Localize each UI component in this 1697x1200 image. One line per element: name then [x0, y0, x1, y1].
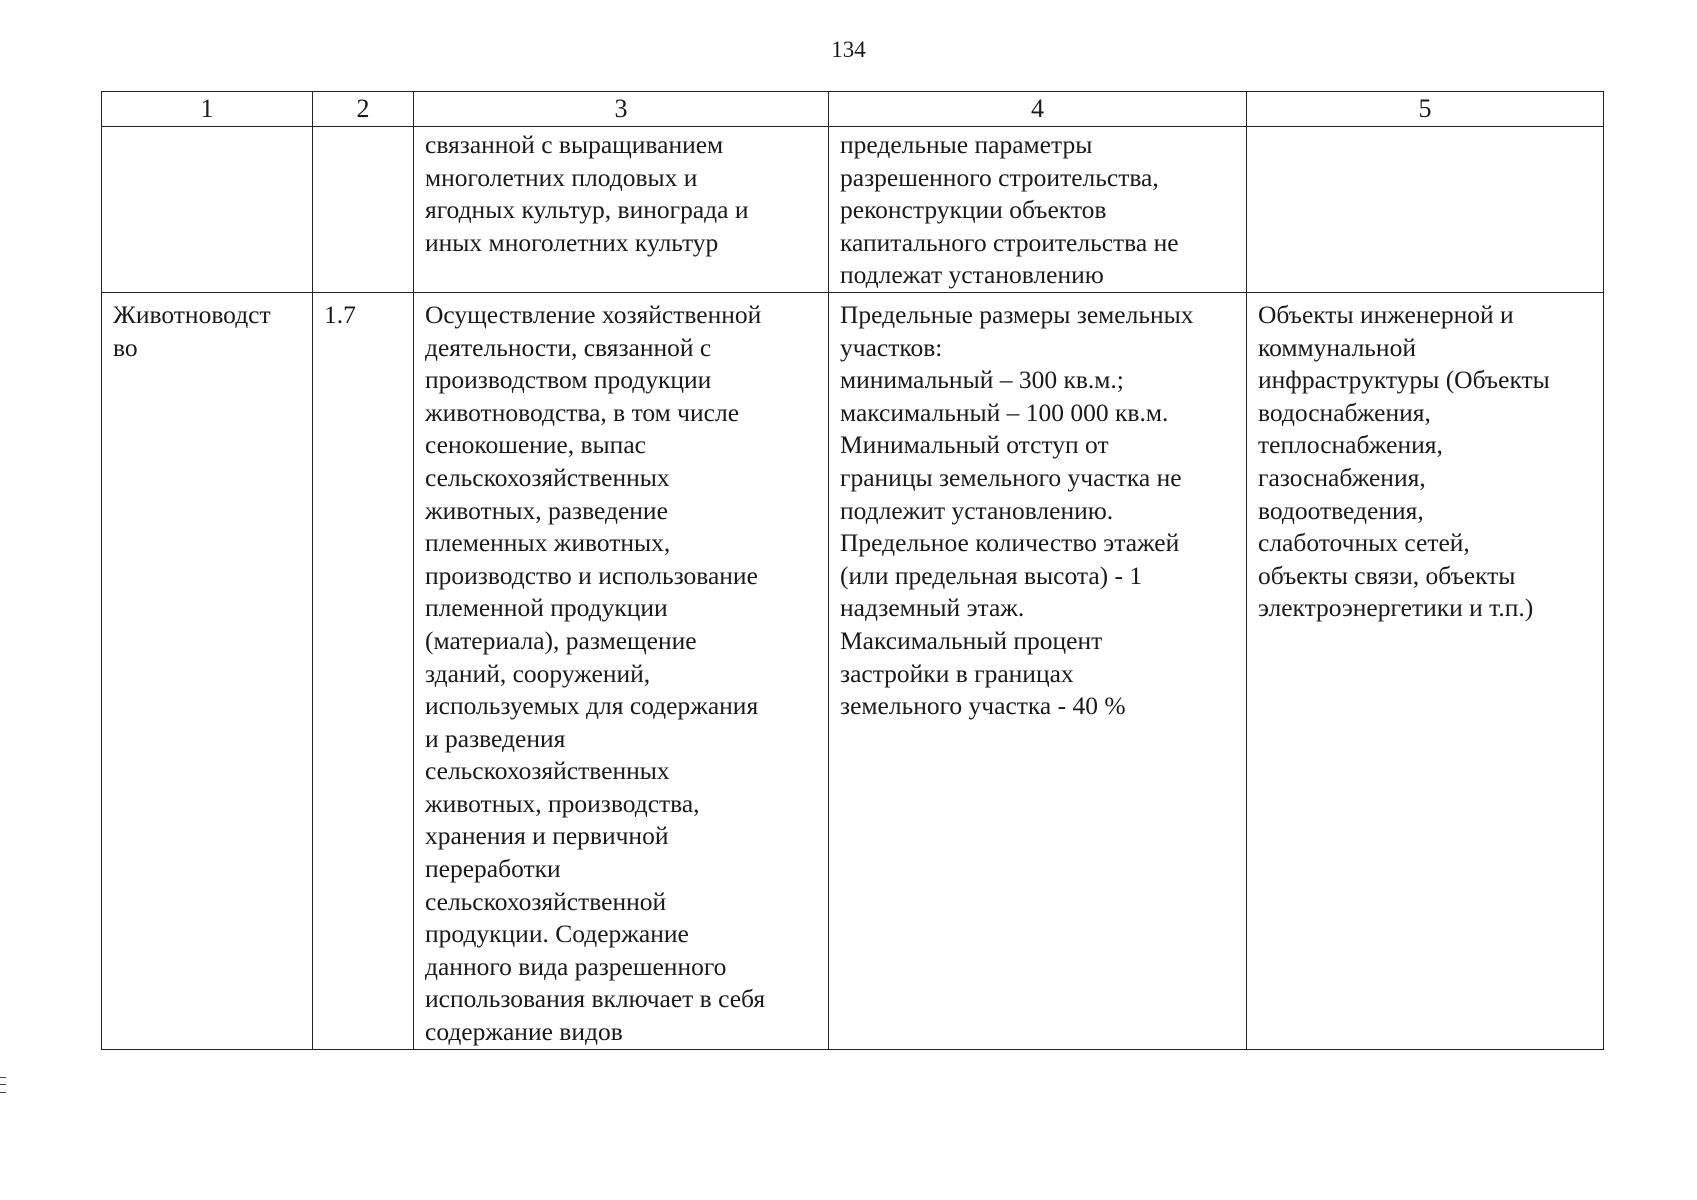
text-line: слаботочных сетей,	[1258, 528, 1470, 558]
text-line: хранения и первичной	[425, 821, 669, 851]
text-line: максимальный – 100 000 кв.м.	[840, 397, 1169, 427]
code-cell	[313, 292, 414, 1049]
text-line: подлежат установлению	[840, 260, 1104, 290]
text-line: Предельные размеры земельных	[840, 299, 1194, 329]
text-line: 1.7	[324, 299, 356, 329]
description-cell	[414, 127, 829, 293]
text-line: племенных животных,	[425, 528, 671, 558]
text-line: газоснабжения,	[1258, 462, 1426, 492]
cell-text	[414, 127, 828, 259]
column-header: 3	[414, 92, 829, 127]
cell-text	[102, 293, 312, 364]
text-line: Объекты инженерной и	[1258, 299, 1514, 329]
text-line: застройки в границах	[840, 658, 1074, 688]
text-line: (или предельная высота) - 1	[840, 560, 1143, 590]
column-header: 5	[1247, 92, 1604, 127]
text-line: (материала), размещение	[425, 625, 697, 655]
table-header-row	[102, 92, 1604, 127]
text-line: сельскохозяйственных	[425, 756, 670, 786]
text-line: производство и использование	[425, 560, 758, 590]
text-line: иных многолетних культур	[425, 227, 719, 257]
text-line: животных, производства,	[425, 788, 700, 818]
column-header: 2	[313, 92, 414, 127]
cell-text	[1247, 127, 1603, 129]
text-line: зданий, сооружений,	[425, 658, 651, 688]
cell-text	[829, 293, 1246, 723]
text-line: капитального строительства не	[840, 227, 1179, 257]
text-line: связанной с выращиванием	[425, 130, 724, 159]
text-line: сельскохозяйственных	[425, 462, 670, 492]
text-line: производством продукции	[425, 365, 712, 395]
margin-mark	[0, 1077, 6, 1093]
text-line: животных, разведение	[425, 495, 668, 525]
text-line: ягодных культур, винограда и	[425, 195, 749, 225]
text-line: минимальный – 300 кв.м.;	[840, 365, 1124, 395]
table-row	[102, 292, 1604, 1049]
text-line: сенокошение, выпас	[425, 430, 646, 460]
table-row	[102, 127, 1604, 293]
column-header: 1	[102, 92, 313, 127]
text-line: Предельное количество этажей	[840, 528, 1180, 558]
code-cell	[313, 127, 414, 293]
page-number: 134	[831, 37, 866, 62]
text-line: надземный этаж.	[840, 593, 1025, 623]
text-line: Минимальный отступ от	[840, 430, 1109, 460]
text-line: используемых для содержания	[425, 691, 759, 721]
cell-text	[313, 293, 413, 332]
regulations-table	[101, 91, 1604, 1050]
text-line: границы земельного участка не	[840, 462, 1182, 492]
text-line: водоснабжения,	[1258, 397, 1431, 427]
ancillary-objects-cell	[1247, 127, 1604, 293]
ancillary-objects-cell	[1247, 292, 1604, 1049]
land-use-name-cell	[102, 292, 313, 1049]
text-line: сельскохозяйственной	[425, 886, 667, 916]
cell-text	[1247, 293, 1603, 625]
text-line: и разведения	[425, 723, 566, 753]
cell-text	[829, 127, 1246, 292]
parameters-cell	[829, 127, 1247, 293]
land-use-name-cell	[102, 127, 313, 293]
text-line: во	[113, 332, 138, 362]
parameters-cell	[829, 292, 1247, 1049]
column-header: 4	[829, 92, 1247, 127]
text-line: племенной продукции	[425, 593, 668, 623]
text-line: участков:	[840, 332, 943, 362]
text-line: Максимальный процент	[840, 625, 1103, 655]
text-line: Животноводст	[113, 299, 271, 329]
text-line: содержание видов	[425, 1017, 623, 1047]
text-line: разрешенного строительства,	[840, 162, 1159, 192]
text-line: инфраструктуры (Объекты	[1258, 365, 1550, 395]
text-line: подлежит установлению.	[840, 495, 1114, 525]
cell-text	[414, 293, 828, 1049]
text-line: продукции. Содержание	[425, 919, 689, 949]
text-line: объекты связи, объекты	[1258, 560, 1516, 590]
text-line: переработки	[425, 854, 561, 884]
text-line: теплоснабжения,	[1258, 430, 1443, 460]
text-line: водоотведения,	[1258, 495, 1424, 525]
text-line: земельного участка - 40 %	[840, 691, 1126, 721]
text-line: электроэнергетики и т.п.)	[1258, 593, 1534, 623]
text-line: реконструкции объектов	[840, 195, 1107, 225]
text-line: коммунальной	[1258, 332, 1416, 362]
description-cell	[414, 292, 829, 1049]
cell-text	[313, 127, 413, 129]
text-line: использования включает в себя	[425, 984, 766, 1014]
text-line: предельные параметры	[840, 130, 1093, 159]
cell-text	[102, 127, 312, 129]
text-line: данного вида разрешенного	[425, 951, 727, 981]
text-line: животноводства, в том числе	[425, 397, 740, 427]
text-line: деятельности, связанной с	[425, 332, 712, 362]
text-line: Осуществление хозяйственной	[425, 299, 762, 329]
text-line: многолетних плодовых и	[425, 162, 698, 192]
